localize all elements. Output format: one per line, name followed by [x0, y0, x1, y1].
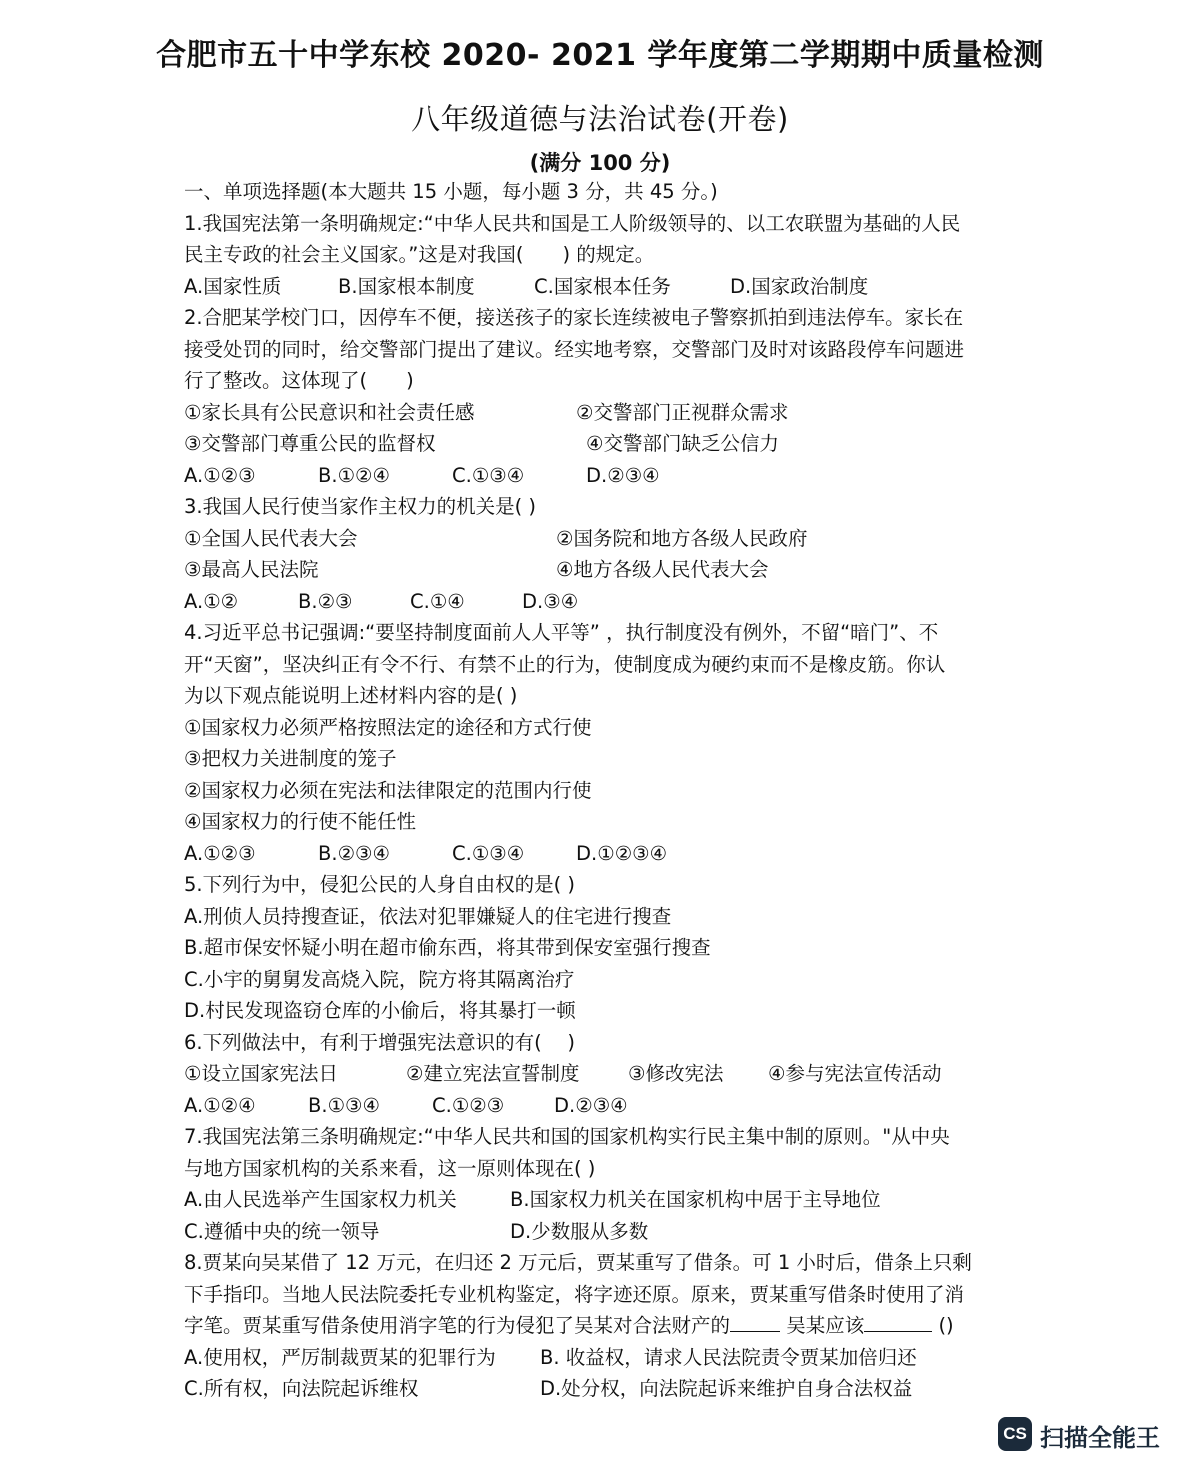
exam-subtitle: 八年级道德与法治试卷(开卷)	[411, 102, 789, 136]
q3-option-a: A.①②	[184, 589, 239, 613]
q3-option-d: D.③④	[522, 589, 579, 613]
q6-item: ③修改宪法	[628, 1062, 724, 1085]
q8-stem-line: 下手指印。当地人民法院委托专业机构鉴定，将字迹还原。原来，贾某重写借条时使用了消	[184, 1282, 965, 1306]
q5-stem-line: 5.下列行为中，侵犯公民的人身自由权的是( )	[184, 873, 576, 896]
q4-option-c: C.①③④	[452, 841, 525, 865]
q3-item: ①全国人民代表大会	[184, 526, 358, 550]
q4-option-b: B.②③④	[318, 841, 391, 865]
q6-option-d: D.②③④	[554, 1093, 628, 1117]
q4-stem-line: 为以下观点能说明上述材料内容的是( )	[184, 684, 518, 707]
q8-options	[184, 1373, 1034, 1405]
q2-option-d: D.②③④	[586, 463, 660, 487]
q5-option-d: D.村民发现盗窃仓库的小偷后，将其暴打一顿	[184, 999, 576, 1022]
q8-option-a: A.使用权，严厉制裁贾某的犯罪行为	[184, 1345, 496, 1369]
q3-item: ②国务院和地方各级人民政府	[556, 526, 808, 550]
q8-stem-text: 字笔。贾某重写借条使用消字笔的行为侵犯了吴某对合法财产的	[184, 1314, 731, 1337]
q7-option-d: D.少数服从多数	[510, 1219, 649, 1243]
q8-stem-line: 8.贾某向吴某借了 12 万元，在归还 2 万元后，贾某重写了借条。可 1 小时后，借条上只剩	[184, 1251, 972, 1274]
q4-option-d: D.①②③④	[576, 841, 668, 865]
q5-option-a: A.刑侦人员持搜查证，依法对犯罪嫌疑人的住宅进行搜查	[184, 904, 672, 928]
q8-stem-mid: 吴某应该	[786, 1314, 865, 1337]
q7-options	[184, 1216, 1034, 1248]
q8-answer-blank-2	[864, 1313, 932, 1332]
q4-stem-line: 开“天窗”，坚决纠正有令不行、有禁不止的行为，使制度成为硬约束而不是橡皮筋。你认	[184, 652, 946, 676]
q8-stem-end: ()	[938, 1314, 954, 1337]
q5-option-c: C.小宇的舅舅发高烧入院，院方将其隔离治疗	[184, 967, 575, 991]
q2-option-a: A.①②③	[184, 463, 256, 487]
q5-option-b: B.超市保安怀疑小明在超市偷东西，将其带到保安室强行搜查	[184, 936, 711, 959]
q6-option-b: B.①③④	[308, 1093, 381, 1117]
q8-option-d: D.处分权，向法院起诉来维护自身合法权益	[540, 1377, 913, 1400]
q7-stem-line: 7.我国宪法第三条明确规定:“中华人民共和国的国家机构实行民主集中制的原则。"从中央	[184, 1125, 950, 1148]
q3-items	[184, 554, 1034, 586]
q4-item: ④国家权力的行使不能任性	[184, 810, 416, 833]
q8-answer-blank-1	[730, 1313, 780, 1332]
q8-options	[184, 1342, 1034, 1374]
q3-item: ③最高人民法院	[184, 558, 319, 581]
q3-items	[184, 523, 1034, 555]
q2-item: ④交警部门缺乏公信力	[586, 432, 779, 455]
q4-item: ②国家权力必须在宪法和法律限定的范围内行使	[184, 778, 592, 802]
question-list	[184, 176, 1034, 1405]
q8-stem-last-line	[184, 1310, 1034, 1342]
q8-option-c: C.所有权，向法院起诉维权	[184, 1377, 419, 1400]
q2-option-c: C.①③④	[452, 463, 525, 487]
q1-option-b: B.国家根本制度	[338, 274, 475, 298]
full-mark: (满分 100 分)	[529, 151, 671, 175]
q6-items	[184, 1058, 1034, 1090]
scanner-brand-text: 扫描全能王	[1040, 1424, 1160, 1452]
q1-stem-line: 1.我国宪法第一条明确规定:“中华人民共和国是工人阶级领导的、以工农联盟为基础的人民	[184, 211, 961, 235]
q1-option-d: D.国家政治制度	[730, 274, 869, 298]
q7-option-b: B.国家权力机关在国家机构中居于主导地位	[510, 1188, 881, 1211]
q4-item: ③把权力关进制度的笼子	[184, 747, 397, 770]
q2-stem-line: 接受处罚的同时，给交警部门提出了建议。经实地考察，交警部门及时对该路段停车问题进	[184, 337, 965, 361]
q4-option-a: A.①②③	[184, 841, 256, 865]
q2-options	[184, 460, 1034, 492]
q3-stem-line: 3.我国人民行使当家作主权力的机关是( )	[184, 495, 537, 518]
q3-option-c: C.①④	[410, 589, 465, 613]
q4-stem-line: 4.习近平总书记强调:“要坚持制度面前人人平等” ，执行制度没有例外，不留“暗门”、不	[184, 621, 939, 644]
q1-options	[184, 271, 1034, 303]
section-heading: 一、单项选择题(本大题共 15 小题，每小题 3 分，共 45 分。)	[184, 180, 718, 203]
q1-option-c: C.国家根本任务	[534, 274, 671, 298]
q2-stem-line: 行了整改。这体现了( )	[184, 369, 414, 392]
q8-option-b: B. 收益权，请求人民法院责令贾某加倍归还	[540, 1345, 917, 1369]
q7-option-a: A.由人民选举产生国家权力机关	[184, 1188, 457, 1211]
q7-options	[184, 1184, 1034, 1216]
q6-options	[184, 1090, 1034, 1122]
q6-item: ①设立国家宪法日	[184, 1062, 338, 1085]
q7-option-c: C.遵循中央的统一领导	[184, 1219, 380, 1243]
q2-items	[184, 428, 1034, 460]
q6-stem-line: 6.下列做法中，有利于增强宪法意识的有( )	[184, 1030, 576, 1054]
q4-options	[184, 838, 1034, 870]
q1-option-a: A.国家性质	[184, 274, 282, 298]
q3-option-b: B.②③	[298, 589, 353, 613]
q6-item: ②建立宪法宣誓制度	[406, 1062, 580, 1085]
q3-item: ④地方各级人民代表大会	[556, 558, 769, 581]
q2-stem-line: 2.合肥某学校门口，因停车不便，接送孩子的家长连续被电子警察抓拍到违法停车。家长在	[184, 306, 964, 329]
q6-option-c: C.①②③	[432, 1093, 505, 1117]
q2-item: ③交警部门尊重公民的监督权	[184, 432, 436, 455]
q7-stem-line: 与地方国家机构的关系来看，这一原则体现在( )	[184, 1156, 596, 1180]
q6-item: ④参与宪法宣传活动	[768, 1062, 942, 1085]
q3-options	[184, 586, 1034, 618]
q2-option-b: B.①②④	[318, 463, 391, 487]
q4-item: ①国家权力必须严格按照法定的途径和方式行使	[184, 715, 592, 739]
q6-option-a: A.①②④	[184, 1093, 256, 1117]
q1-stem-line: 民主专政的社会主义国家。”这是对我国( ) 的规定。	[184, 243, 655, 266]
q2-item: ②交警部门正视群众需求	[576, 400, 789, 424]
exam-title: 合肥市五十中学东校 2020- 2021 学年度第二学期期中质量检测	[156, 38, 1044, 73]
q2-item: ①家长具有公民意识和社会责任感	[184, 400, 475, 424]
q2-items	[184, 397, 1034, 429]
camscanner-logo-icon: CS	[998, 1417, 1032, 1451]
